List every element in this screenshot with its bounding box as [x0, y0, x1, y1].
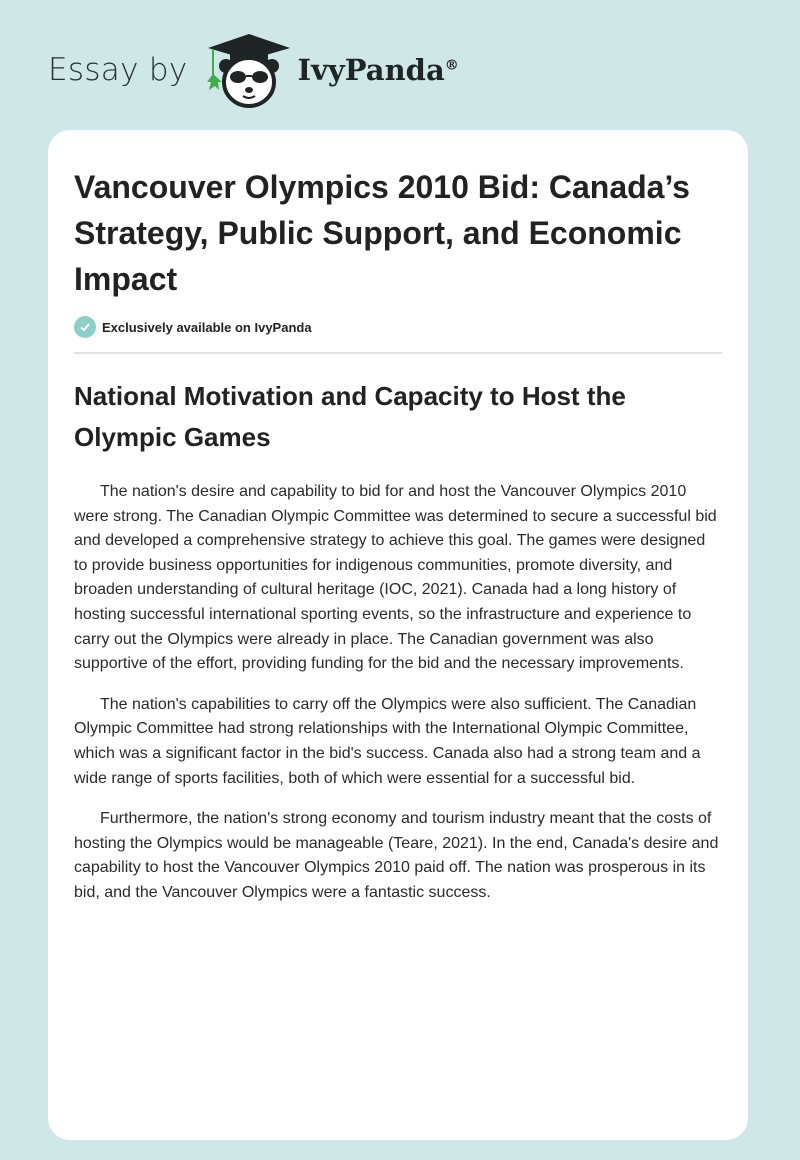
exclusive-badge — [74, 316, 722, 338]
registered-mark: ® — [444, 57, 459, 74]
brand-header[interactable] — [48, 30, 459, 110]
check-circle-icon — [74, 316, 96, 338]
essay-title: Vancouver Olympics 2010 Bid: Canada’s Strategy, Public Support, and Economic Impact — [74, 169, 690, 297]
paragraph: Furthermore, the nation's strong economy and tourism industry meant that the costs of hosting the Olympics would be manageable (Teare, 2021). In the end, Canada's desire and capability to host the Vancouver Olympics 2010 paid off. The nation was prosperous in its bid, and the Vancouver Olympics were a fantastic success. — [74, 810, 719, 901]
brand-text: IvyPanda — [297, 53, 445, 87]
brand-name — [298, 53, 459, 87]
essay-by-label: Essay by — [48, 52, 188, 88]
essay-card — [48, 130, 748, 1140]
divider — [74, 352, 722, 354]
paragraph: The nation's capabilities to carry off the Olympics were also sufficient. The Canadian Olympic Committee had strong relationships with the International Olympic Committee, which was a significant factor in the bid's success. Canada also had a strong team and a wide range of sports facilities, both of which were essential for a successful bid. — [74, 695, 701, 787]
panda-logo-icon — [206, 30, 292, 110]
section-heading: National Motivation and Capacity to Host the Olympic Games — [74, 381, 626, 452]
essay-body — [74, 480, 722, 906]
badge-text: Exclusively available on IvyPanda — [102, 319, 312, 335]
paragraph: The nation's desire and capability to bid for and host the Vancouver Olympics 2010 were strong. The Canadian Olympic Committee was determined to secure a successful bid and developed a comprehensive strategy to achieve this goal. The games were designed to provide business opportunities for indigenous communities, promote diversity, and broaden understanding of cultural heritage (IOC, 2021). Canada had a long history of hosting successful international sporting events, so the infrastructure and experience to carry out the Olympics were already in place. The Canadian government was also supportive of the effort, providing funding for the bid and the necessary improvements. — [74, 483, 717, 673]
